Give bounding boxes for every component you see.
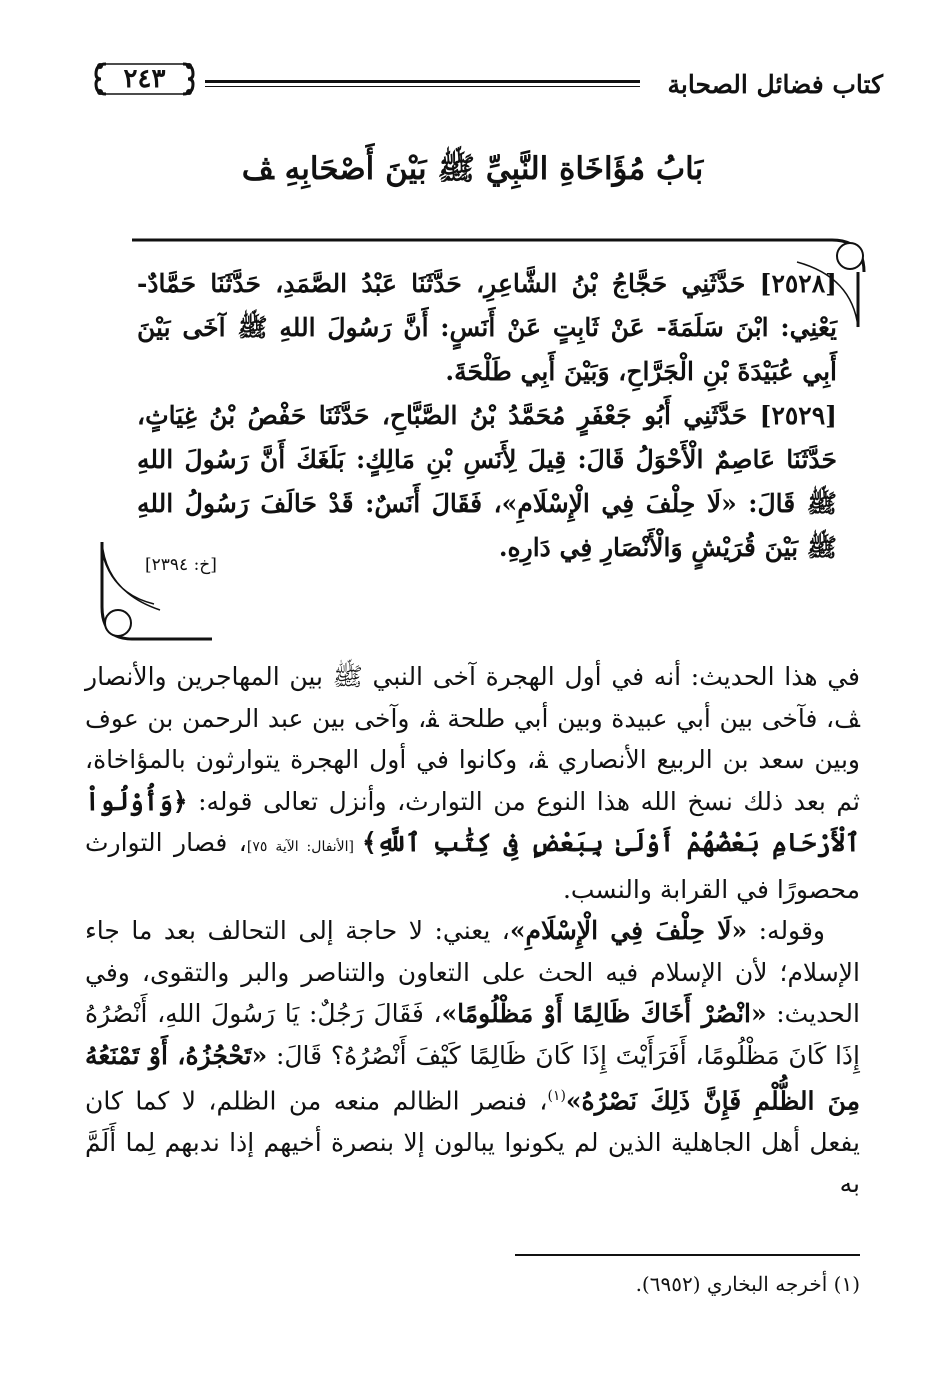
header-rule-thin [205,86,640,87]
commentary-text: ، فصار التوارث محصورًا في القرابة والنسب. [85,828,860,904]
footnote-separator [515,1254,860,1256]
quran-verse: ﴿وَأُوْلُواْ ٱلْأَرْحَامِ بَعْضُهُمْ أَوْلَىٰ بِبَعْضٍ فِى كِتَٰبِ ٱللَّهِ﴾ [85,786,860,857]
page-number-ornament [92,58,197,100]
commentary [85,656,860,1205]
commentary-text: ، يعني: لا حاجة إلى التحالف بعد ما جاء الإسلام؛ لأن الإسلام فيه الحث على التعاون والتناصر والبر والتقوى، وفي الحديث: [85,916,860,1028]
hadith-quote: «لَا حِلْفَ فِي الْإِسْلَامِ» [509,916,748,945]
commentary-text: في هذا الحديث: أنه في أول الهجرة آخى النبي ﷺ بين المهاجرين والأنصار ﭫ، فآخى بين أبي عبيدة وبين أبي طلحة ﭭ، وآخى بين عبد الرحمن بن عوف وبين سعد بن الربيع الأنصاري ﭭ، وكانوا في أول الهجرة يتوارثون بالمؤاخاة، ثم بعد ذلك نسخ الله هذا النوع من التوارث، وأنزل تعالى قوله: [85,662,860,816]
commentary-text: ، فنصر الظالم منعه من الظلم، لا كما كان يفعل أهل الجاهلية الذين لم يكونوا يبالون إلا بنصرة أخيهم إذا ندبهم لِما أَلَمَّ به [85,1086,860,1199]
hadith-quote: «تَحْجُزُهُ، أَوْ تَمْنَعُهُ مِنَ الظُّلْمِ فَإِنَّ ذَلِكَ نَصْرُهُ» [85,1040,860,1116]
footnote: (١) أخرجه البخاري (٦٩٥٢). [635,1272,860,1296]
hadith-2528: [٢٥٢٨] حَدَّثَنِي حَجَّاجُ بْنُ الشَّاعِرِ، حَدَّثَنَا عَبْدُ الصَّمَدِ، حَدَّثَنَا حَمَّادٌ- يَعْنِي: ابْنَ سَلَمَةَ- عَنْ ثَابِتٍ عَنْ أَنَسٍ: أَنَّ رَسُولَ اللهِ ﷺ آخَى بَيْنَ أَبِي عُبَيْدَةَ بْنِ الْجَرَّاحِ، وَبَيْنَ أَبِي طَلْحَةَ. [137,269,837,386]
hadith-block [137,262,837,570]
commentary-text: ، فَقَالَ رَجُلٌ: يَا رَسُولَ اللهِ، أَنْصُرُهُ إِذَا كَانَ مَظْلُومًا، أَفَرَأَيْتَ إِذَا كَانَ ظَالِمًا كَيْفَ أَنْصُرُهُ؟ قَالَ: [85,999,860,1070]
hadith-2529: [٢٥٢٩] حَدَّثَنِي أَبُو جَعْفَرٍ مُحَمَّدُ بْنُ الصَّبَّاحِ، حَدَّثَنَا حَفْصُ بْنُ غِيَاثٍ، حَدَّثَنَا عَاصِمٌ الْأَحْوَلُ قَالَ: قِيلَ لِأَنَسِ بْنِ مَالِكٍ: بَلَغَكَ أَنَّ رَسُولَ اللهِ ﷺ قَالَ: «لَا حِلْفَ فِي الْإِسْلَامِ»، فَقَالَ أَنَسٌ: قَدْ حَالَفَ رَسُولُ اللهِ ﷺ بَيْنَ قُرَيْشٍ وَالْأَنْصَارِ فِي دَارِهِ. [137,401,837,562]
hadith-quote: «انْصُرْ أَخَاكَ ظَالِمًا أَوْ مَظْلُومًا» [441,999,767,1028]
header-rule [205,80,640,83]
footnote-marker: (١) [547,1088,566,1104]
book-title: كتاب فضائل الصحابة [667,70,883,99]
page-number: ٢٤٣ [123,64,166,94]
chapter-title: بَابُ مُؤَاخَاةِ النَّبِيِّ ﷺ بَيْنَ أَصْحَابِهِ ﭫ [241,151,704,187]
commentary-text: وقوله: [747,916,825,945]
takhrij-reference: [خ: ٢٣٩٤] [145,555,217,575]
commentary-paragraph-2 [85,910,860,1205]
commentary-paragraph-1 [85,656,860,910]
verse-reference: [الأنفال: الآية ٧٥] [246,839,362,855]
